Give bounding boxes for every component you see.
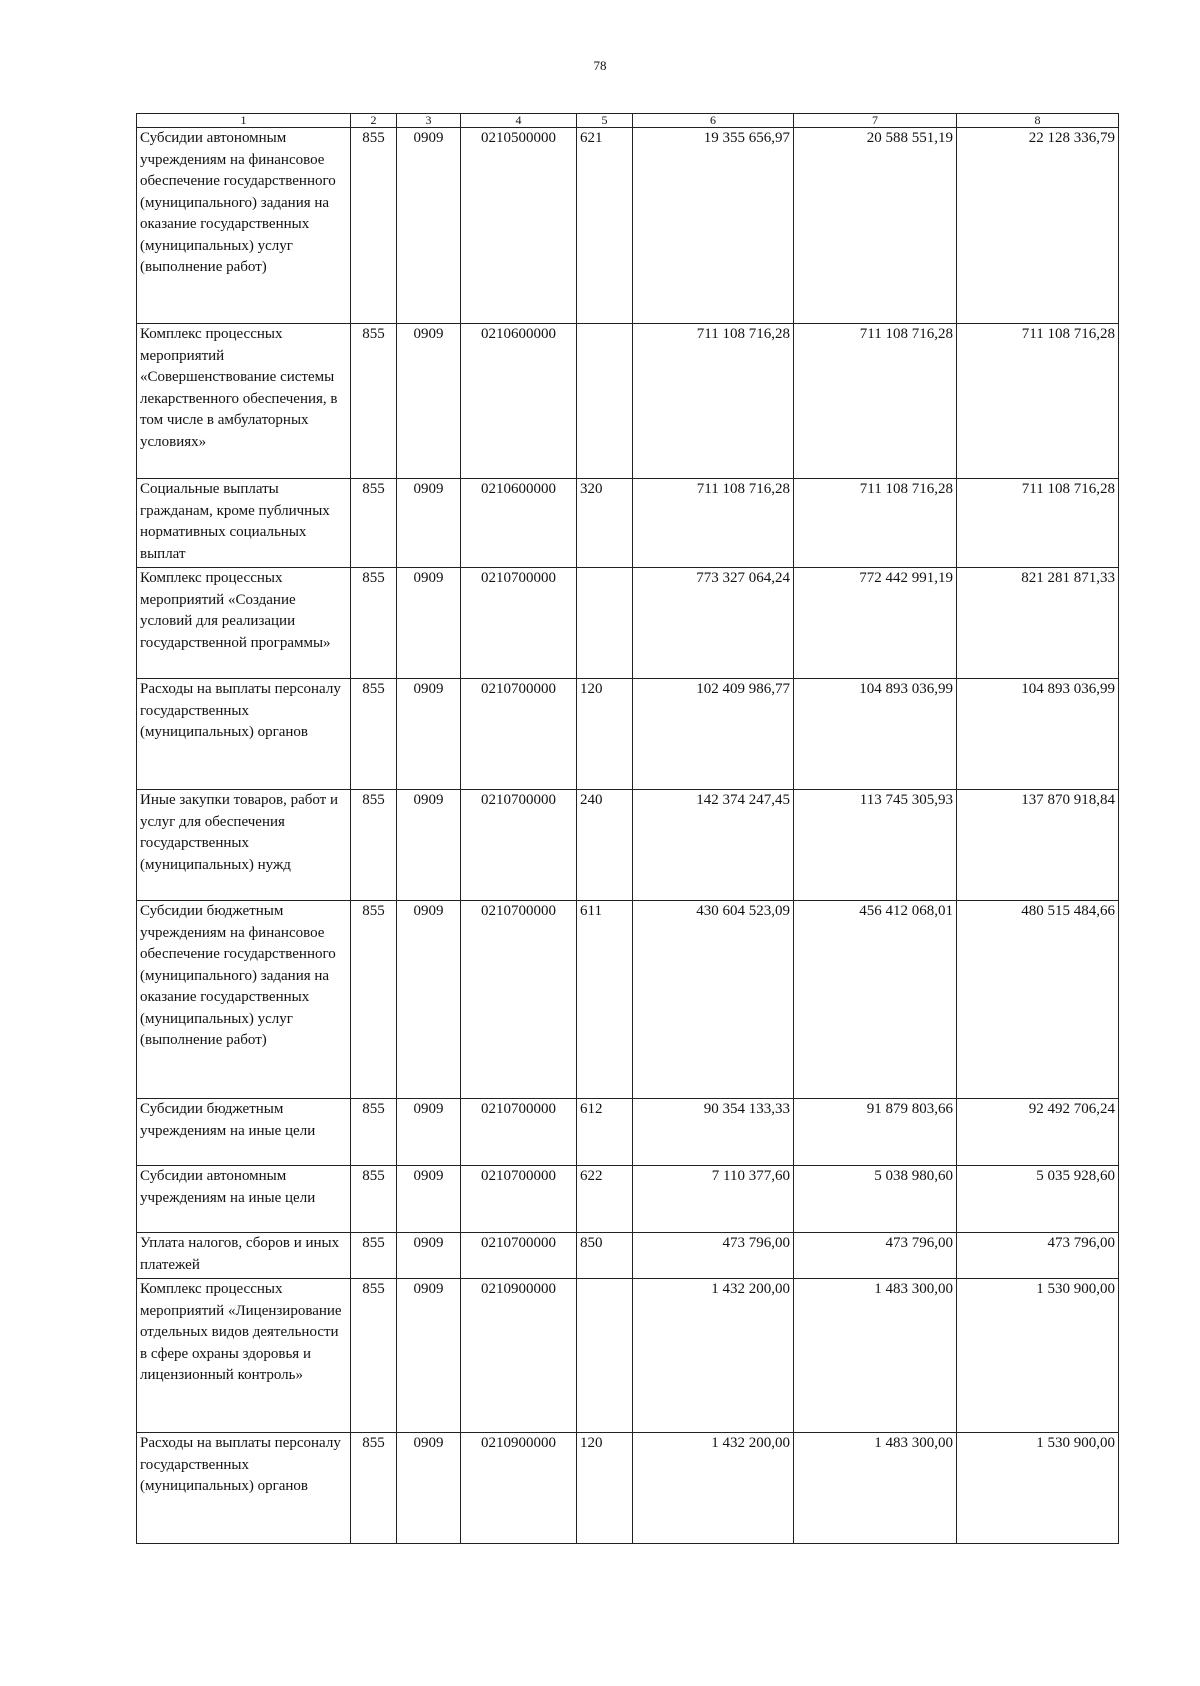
header-row: [137, 114, 1119, 128]
col8-cell: 92 492 706,24: [957, 1099, 1119, 1166]
column-header: 5: [577, 114, 633, 128]
page-number: 78: [593, 58, 607, 73]
col5-cell: 621: [577, 128, 633, 324]
col5-cell: [577, 568, 633, 679]
col2-cell: 855: [351, 568, 397, 679]
col7-cell: 772 442 991,19: [794, 568, 957, 679]
col7-cell: 5 038 980,60: [794, 1166, 957, 1233]
col7-cell: 91 879 803,66: [794, 1099, 957, 1166]
col8-cell: 1 530 900,00: [957, 1279, 1119, 1433]
col6-cell: 711 108 716,28: [633, 479, 794, 568]
col8-cell: 711 108 716,28: [957, 324, 1119, 479]
col2-cell: 855: [351, 1433, 397, 1544]
col4-cell: 0210700000: [461, 901, 577, 1099]
row-name: Субсидии бюджетным учреждениям на иные цели: [137, 1099, 351, 1166]
table-row: [137, 1279, 1119, 1433]
col4-cell: 0210600000: [461, 479, 577, 568]
col7-cell: 473 796,00: [794, 1233, 957, 1279]
col7-cell: 104 893 036,99: [794, 679, 957, 790]
col2-cell: 855: [351, 479, 397, 568]
col3-cell: 0909: [397, 1233, 461, 1279]
table-row: [137, 128, 1119, 324]
table-row: [137, 1099, 1119, 1166]
col8-cell: 137 870 918,84: [957, 790, 1119, 901]
table-row: [137, 790, 1119, 901]
col6-cell: 102 409 986,77: [633, 679, 794, 790]
table-row: [137, 1433, 1119, 1544]
col3-cell: 0909: [397, 324, 461, 479]
col6-cell: 142 374 247,45: [633, 790, 794, 901]
column-header: 4: [461, 114, 577, 128]
col3-cell: 0909: [397, 901, 461, 1099]
col2-cell: 855: [351, 679, 397, 790]
col4-cell: 0210700000: [461, 679, 577, 790]
row-name: Уплата налогов, сборов и иных платежей: [137, 1233, 351, 1279]
column-header: 1: [137, 114, 351, 128]
col6-cell: 19 355 656,97: [633, 128, 794, 324]
table-row: [137, 901, 1119, 1099]
table-row: [137, 679, 1119, 790]
col8-cell: 711 108 716,28: [957, 479, 1119, 568]
col5-cell: 120: [577, 1433, 633, 1544]
col4-cell: 0210900000: [461, 1433, 577, 1544]
col4-cell: 0210700000: [461, 1099, 577, 1166]
col3-cell: 0909: [397, 1279, 461, 1433]
col5-cell: 612: [577, 1099, 633, 1166]
col7-cell: 456 412 068,01: [794, 901, 957, 1099]
col6-cell: 90 354 133,33: [633, 1099, 794, 1166]
col3-cell: 0909: [397, 128, 461, 324]
column-header: 7: [794, 114, 957, 128]
row-name: Комплекс процессных мероприятий «Создание условий для реализации государственной программы»: [137, 568, 351, 679]
col5-cell: 850: [577, 1233, 633, 1279]
column-header: 8: [957, 114, 1119, 128]
row-name: Субсидии автономным учреждениям на иные цели: [137, 1166, 351, 1233]
col6-cell: 473 796,00: [633, 1233, 794, 1279]
col8-cell: 104 893 036,99: [957, 679, 1119, 790]
col3-cell: 0909: [397, 479, 461, 568]
col8-cell: 473 796,00: [957, 1233, 1119, 1279]
col2-cell: 855: [351, 1233, 397, 1279]
col5-cell: 622: [577, 1166, 633, 1233]
col3-cell: 0909: [397, 1166, 461, 1233]
col7-cell: 20 588 551,19: [794, 128, 957, 324]
col5-cell: 611: [577, 901, 633, 1099]
row-name: Расходы на выплаты персоналу государственных (муниципальных) органов: [137, 679, 351, 790]
col6-cell: 430 604 523,09: [633, 901, 794, 1099]
col4-cell: 0210700000: [461, 1166, 577, 1233]
col8-cell: 5 035 928,60: [957, 1166, 1119, 1233]
col7-cell: 113 745 305,93: [794, 790, 957, 901]
col7-cell: 711 108 716,28: [794, 324, 957, 479]
column-header: 3: [397, 114, 461, 128]
row-name: Комплекс процессных мероприятий «Совершенствование системы лекарственного обеспечения, в том числе в амбулаторных условиях»: [137, 324, 351, 479]
col7-cell: 1 483 300,00: [794, 1279, 957, 1433]
col8-cell: 480 515 484,66: [957, 901, 1119, 1099]
col6-cell: 711 108 716,28: [633, 324, 794, 479]
col3-cell: 0909: [397, 790, 461, 901]
col4-cell: 0210500000: [461, 128, 577, 324]
column-header: 2: [351, 114, 397, 128]
row-name: Социальные выплаты гражданам, кроме публичных нормативных социальных выплат: [137, 479, 351, 568]
col5-cell: 320: [577, 479, 633, 568]
col3-cell: 0909: [397, 679, 461, 790]
col8-cell: 821 281 871,33: [957, 568, 1119, 679]
row-name: Субсидии бюджетным учреждениям на финансовое обеспечение государственного (муниципального) задания на оказание государственных (муниципальных) услуг (выполнение работ): [137, 901, 351, 1099]
col6-cell: 7 110 377,60: [633, 1166, 794, 1233]
col2-cell: 855: [351, 790, 397, 901]
col3-cell: 0909: [397, 1099, 461, 1166]
row-name: Субсидии автономным учреждениям на финансовое обеспечение государственного (муниципального) задания на оказание государственных (муниципальных) услуг (выполнение работ): [137, 128, 351, 324]
col5-cell: 120: [577, 679, 633, 790]
col7-cell: 1 483 300,00: [794, 1433, 957, 1544]
col4-cell: 0210900000: [461, 1279, 577, 1433]
table-row: [137, 324, 1119, 479]
col5-cell: [577, 1279, 633, 1433]
col7-cell: 711 108 716,28: [794, 479, 957, 568]
col2-cell: 855: [351, 128, 397, 324]
col2-cell: 855: [351, 901, 397, 1099]
col2-cell: 855: [351, 1099, 397, 1166]
row-name: Расходы на выплаты персоналу государственных (муниципальных) органов: [137, 1433, 351, 1544]
col5-cell: 240: [577, 790, 633, 901]
table-row: [137, 479, 1119, 568]
budget-table: [136, 113, 1119, 1544]
col2-cell: 855: [351, 1279, 397, 1433]
col5-cell: [577, 324, 633, 479]
col8-cell: 22 128 336,79: [957, 128, 1119, 324]
col4-cell: 0210700000: [461, 1233, 577, 1279]
table-row: [137, 568, 1119, 679]
col6-cell: 773 327 064,24: [633, 568, 794, 679]
col6-cell: 1 432 200,00: [633, 1279, 794, 1433]
table-row: [137, 1166, 1119, 1233]
col4-cell: 0210700000: [461, 790, 577, 901]
column-header: 6: [633, 114, 794, 128]
col6-cell: 1 432 200,00: [633, 1433, 794, 1544]
col4-cell: 0210700000: [461, 568, 577, 679]
row-name: Иные закупки товаров, работ и услуг для обеспечения государственных (муниципальных) нужд: [137, 790, 351, 901]
col8-cell: 1 530 900,00: [957, 1433, 1119, 1544]
col4-cell: 0210600000: [461, 324, 577, 479]
col2-cell: 855: [351, 1166, 397, 1233]
col2-cell: 855: [351, 324, 397, 479]
table-row: [137, 1233, 1119, 1279]
row-name: Комплекс процессных мероприятий «Лицензирование отдельных видов деятельности в сфере охраны здоровья и лицензионный контроль»: [137, 1279, 351, 1433]
col3-cell: 0909: [397, 1433, 461, 1544]
col3-cell: 0909: [397, 568, 461, 679]
